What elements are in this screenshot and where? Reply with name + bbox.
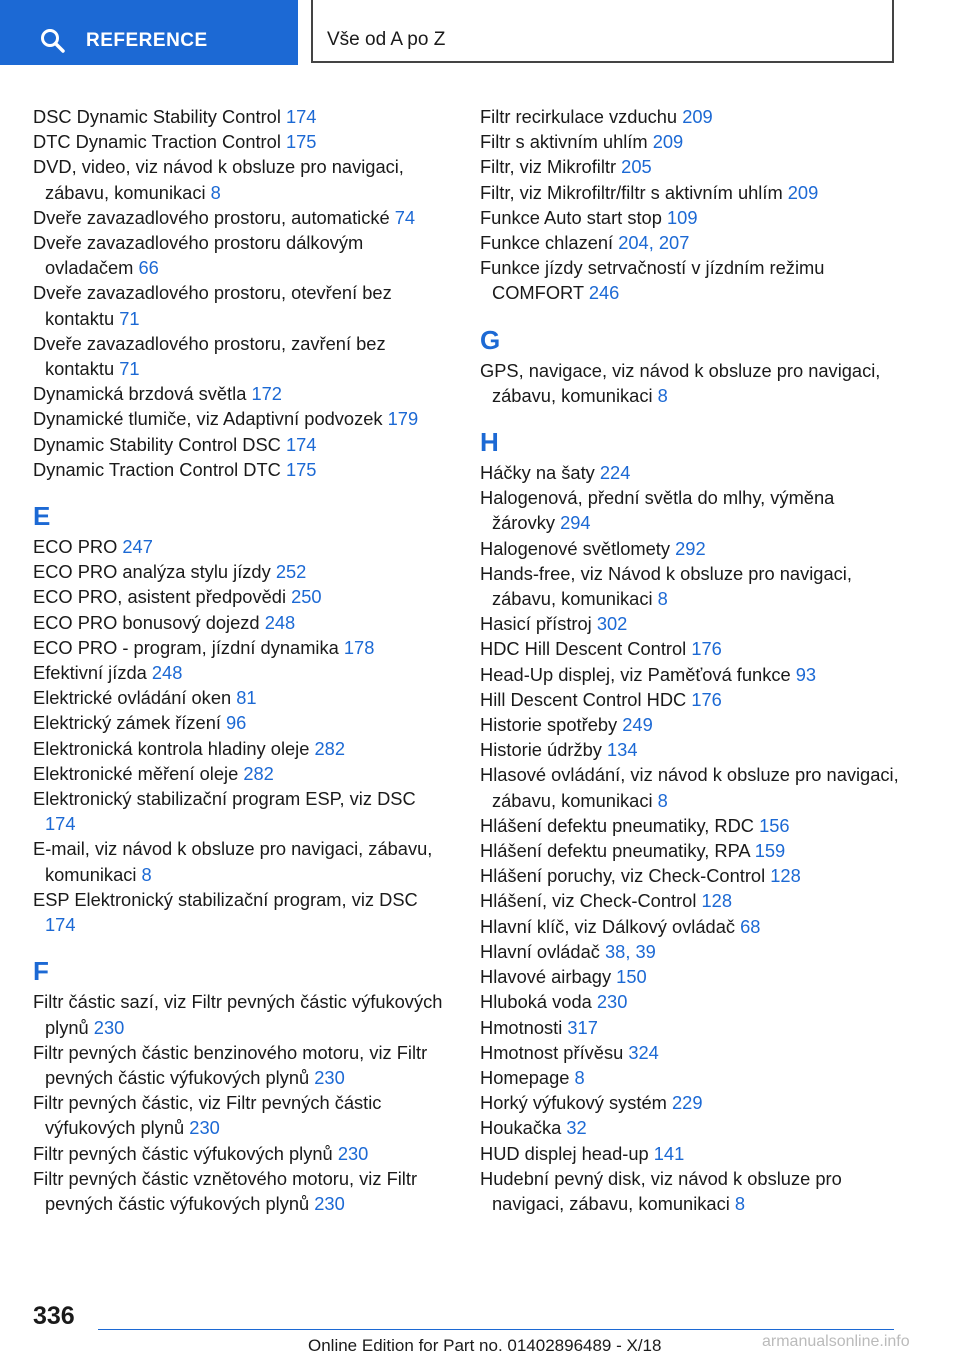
index-entry-term: Filtr, viz Mikrofiltr/filtr s aktivním uhlím <box>480 181 788 203</box>
index-entry <box>33 129 451 154</box>
index-entry-page-link[interactable]: 81 <box>236 687 257 709</box>
index-entry-page-link[interactable]: 175 <box>285 458 317 480</box>
index-entry-term: Horký výfukový systém <box>480 1092 672 1114</box>
index-entry <box>480 1090 900 1115</box>
reference-button[interactable] <box>0 0 298 65</box>
index-entry-page-link[interactable]: 32 <box>566 1117 587 1139</box>
index-entry <box>480 180 900 205</box>
section-title: Vše od A po Z <box>327 29 446 50</box>
index-column-right <box>480 104 900 1216</box>
index-entry <box>480 737 900 762</box>
index-entry-page-link[interactable]: 74 <box>394 206 416 228</box>
index-entry <box>480 129 900 154</box>
index-entry-term: Dveře zavazadlového prostoru, zavření bez kontaktu <box>33 332 386 380</box>
index-letter-heading: E <box>33 501 51 532</box>
index-entry-page-link[interactable]: 159 <box>754 840 786 862</box>
index-entry-term: Elektrické ovládání oken <box>33 687 237 709</box>
index-entry <box>33 660 451 685</box>
index-entry-term: DVD, video, viz návod k obsluze pro navigaci, zábavu, komunikaci <box>33 156 404 203</box>
index-entry-term: ESP Elektronický stabilizační program, viz DSC <box>33 888 418 910</box>
index-entry-term: Head-Up displej, viz Paměťová funkce <box>480 663 796 685</box>
index-entry-term: Filtr pevných částic vznětového motoru, viz Filtr pevných částic výfukových plynů <box>33 1167 418 1214</box>
index-entry-term: Hmotnosti <box>480 1016 568 1038</box>
footer-divider <box>98 1329 894 1330</box>
section-title-box <box>311 0 894 63</box>
index-entry-page-link[interactable]: 175 <box>285 131 317 153</box>
index-entry-page-link[interactable]: 209 <box>682 106 713 127</box>
index-entry-page-link[interactable]: 156 <box>759 814 790 836</box>
index-entry-page-link[interactable]: 8 <box>657 384 668 406</box>
edition-info: Online Edition for Part no. 01402896489 - X/18 <box>308 1336 662 1355</box>
index-entry <box>480 485 900 535</box>
index-entry-term: Hluboká voda <box>480 991 597 1013</box>
index-entry-term: Houkačka <box>480 1117 567 1139</box>
index-entry-page-link[interactable]: 174 <box>285 106 317 127</box>
index-entry <box>33 1141 451 1166</box>
index-entry-page-link[interactable]: 178 <box>343 636 375 658</box>
index-entry-term: Filtr pevných částic, viz Filtr pevných částic výfukových plynů <box>33 1092 382 1139</box>
index-entry-term: Historie spotřeby <box>480 714 623 736</box>
index-entry-term: HUD displej head-up <box>480 1142 654 1164</box>
index-entry <box>33 710 451 735</box>
index-entry-page-link[interactable]: 230 <box>337 1142 369 1164</box>
index-entry <box>33 887 451 937</box>
index-entry-term: Filtr částic sazí, viz Filtr pevných částic výfukových plynů <box>33 991 443 1038</box>
index-entry-page-link[interactable]: 282 <box>243 762 274 784</box>
index-entry-page-link[interactable]: 128 <box>770 865 801 887</box>
index-entry-page-link[interactable]: 93 <box>795 663 817 685</box>
index-entry-page-link[interactable]: 248 <box>151 662 183 684</box>
index-entry-page-link[interactable]: 8 <box>141 863 152 885</box>
index-entry <box>33 280 451 330</box>
index-entry-page-link[interactable]: 229 <box>672 1092 703 1114</box>
index-entry-page-link[interactable]: 230 <box>314 1192 345 1214</box>
index-entry-term: DSC Dynamic Stability Control <box>33 106 286 127</box>
index-entry <box>480 838 900 863</box>
index-entry <box>480 813 900 838</box>
index-entry-page-link[interactable]: 230 <box>93 1016 125 1038</box>
index-entry <box>33 989 451 1039</box>
index-entry-term: Hlášení, viz Check-Control <box>480 890 702 912</box>
index-entry-term: Filtr, viz Mikrofiltr <box>480 156 622 178</box>
index-entry <box>480 1141 900 1166</box>
index-entry-term: Hlavové airbagy <box>480 966 617 988</box>
index-entry-page-link[interactable]: 247 <box>122 536 153 558</box>
index-entry <box>480 561 900 611</box>
index-entry-page-link[interactable]: 204, 207 <box>618 232 690 254</box>
index-entry-page-link[interactable]: 109 <box>666 206 698 228</box>
index-entry-term: E-mail, viz návod k obsluze pro navigaci, zábavu, komunikaci <box>33 838 433 885</box>
index-entry <box>480 939 900 964</box>
index-entry-term: Hlavní klíč, viz Dálkový ovládač <box>480 915 741 937</box>
index-entry-term: Funkce jízdy setrvačností v jízdním režimu COMFORT <box>480 257 825 304</box>
index-entry <box>33 786 451 836</box>
index-entry <box>33 230 451 280</box>
index-entry <box>480 687 900 712</box>
index-entry-page-link[interactable]: 68 <box>740 915 761 937</box>
index-entry <box>480 662 900 687</box>
index-entry-term: Filtr s aktivním uhlím <box>480 131 653 153</box>
index-entry <box>33 736 451 761</box>
index-entry-term: Filtr recirkulace vzduchu <box>480 106 683 127</box>
index-entry-term: Homepage <box>480 1066 575 1088</box>
index-entry-page-link[interactable]: 248 <box>264 611 296 633</box>
index-entry-page-link[interactable]: 8 <box>210 181 221 203</box>
index-entry-page-link[interactable]: 71 <box>119 307 140 329</box>
index-entry-term: Hlášení defektu pneumatiky, RPA <box>480 840 755 862</box>
index-entry <box>480 1015 900 1040</box>
index-entry <box>33 534 451 559</box>
index-entry-page-link[interactable]: 174 <box>45 813 76 835</box>
index-entry <box>480 1115 900 1140</box>
index-column-left <box>33 104 451 1216</box>
index-entry-page-link[interactable]: 128 <box>701 890 732 912</box>
index-entry-term: Hands-free, viz Návod k obsluze pro navigaci, zábavu, komunikaci <box>480 562 852 610</box>
index-entry-term: Halogenová, přední světla do mlhy, výměna žárovky <box>480 487 835 534</box>
index-entry <box>480 255 900 305</box>
index-entry-term: Funkce chlazení <box>480 232 619 254</box>
index-entry-term: Hudební pevný disk, viz návod k obsluze pro navigaci, zábavu, komunikaci <box>480 1167 842 1214</box>
index-entry <box>33 205 451 230</box>
index-entry <box>480 154 900 179</box>
index-entry-term: Hlášení poruchy, viz Check-Control <box>480 865 771 887</box>
index-entry-page-link[interactable]: 150 <box>616 966 647 988</box>
index-entry <box>480 536 900 561</box>
index-entry-term: Dveře zavazadlového prostoru, otevření bez kontaktu <box>33 282 392 329</box>
index-entry <box>33 457 451 482</box>
index-entry <box>480 611 900 636</box>
index-entry-term: Dveře zavazadlového prostoru dálkovým ovladačem <box>33 232 364 279</box>
index-entry-term: Dynamic Traction Control DTC <box>33 458 286 480</box>
index-entry-page-link[interactable]: 66 <box>138 257 159 279</box>
index-entry <box>33 685 451 710</box>
index-entry-term: Elektronická kontrola hladiny oleje <box>33 737 315 759</box>
index-entry-term: Háčky na šaty <box>480 462 600 484</box>
page-number: 336 <box>33 1302 75 1330</box>
index-letter-heading: H <box>480 427 499 458</box>
index-entry-term: Dynamické tlumiče, viz Adaptivní podvozek <box>33 408 388 430</box>
index-entry <box>33 584 451 609</box>
index-entry-page-link[interactable]: 252 <box>275 561 307 583</box>
index-entry-term: ECO PRO bonusový dojezd <box>33 611 265 633</box>
index-entry <box>480 914 900 939</box>
index-entry-term: ECO PRO - program, jízdní dynamika <box>33 636 344 658</box>
index-entry <box>33 761 451 786</box>
index-entry-page-link[interactable]: 324 <box>628 1041 659 1063</box>
index-entry-term: GPS, navigace, viz návod k obsluze pro navigaci, zábavu, komunikaci <box>480 359 881 406</box>
index-letter-heading: F <box>33 956 49 987</box>
index-entry-page-link[interactable]: 71 <box>119 358 140 380</box>
index-entry-page-link[interactable]: 179 <box>387 408 419 430</box>
index-entry <box>33 559 451 584</box>
index-entry <box>480 205 900 230</box>
index-entry-page-link[interactable]: 174 <box>45 914 76 936</box>
index-entry-term: Dynamická brzdová světla <box>33 383 252 405</box>
index-entry-page-link[interactable]: 249 <box>622 714 653 736</box>
index-entry-page-link[interactable]: 8 <box>657 789 668 811</box>
index-entry-page-link[interactable]: 224 <box>599 462 631 484</box>
index-entry <box>33 1040 451 1090</box>
index-entry-term: ECO PRO <box>33 536 123 558</box>
index-entry-term: Elektronické měření oleje <box>33 762 244 784</box>
index-entry <box>33 1090 451 1140</box>
index-entry <box>480 1040 900 1065</box>
index-entry <box>33 154 451 204</box>
index-entry-term: Halogenové světlomety <box>480 537 676 559</box>
index-entry-term: HDC Hill Descent Control <box>480 638 692 660</box>
index-entry-term: Efektivní jízda <box>33 662 152 684</box>
index-entry-page-link[interactable]: 250 <box>291 586 322 608</box>
index-entry <box>480 989 900 1014</box>
index-entry-term: Hasicí přístroj <box>480 613 597 635</box>
index-entry <box>480 104 900 129</box>
index-entry-page-link[interactable]: 230 <box>189 1117 220 1139</box>
index-entry <box>33 610 451 635</box>
index-entry <box>33 432 451 457</box>
index-entry <box>480 358 900 408</box>
index-entry <box>480 636 900 661</box>
index-entry <box>480 1166 900 1216</box>
index-entry-page-link[interactable]: 292 <box>675 537 706 559</box>
index-entry <box>480 230 900 255</box>
index-entry-page-link[interactable]: 294 <box>560 512 591 534</box>
index-entry-page-link[interactable]: 230 <box>596 991 628 1013</box>
index-entry-term: Hill Descent Control HDC <box>480 688 692 710</box>
index-entry-term: Hlášení defektu pneumatiky, RDC <box>480 814 760 836</box>
index-entry-term: Elektronický stabilizační program ESP, viz DSC <box>33 788 416 810</box>
index-entry <box>480 888 900 913</box>
index-entry-page-link[interactable]: 246 <box>588 282 620 304</box>
index-entry <box>33 406 451 431</box>
index-entry-term: Filtr pevných částic výfukových plynů <box>33 1142 338 1164</box>
index-entry <box>480 1065 900 1090</box>
reference-label: REFERENCE <box>86 30 208 51</box>
index-entry <box>33 104 451 129</box>
index-entry-term: Dveře zavazadlového prostoru, automatické <box>33 206 395 228</box>
site-watermark: armanualsonline.info <box>762 1333 910 1350</box>
index-entry <box>33 331 451 381</box>
index-entry-term: Hlavní ovládač <box>480 940 605 962</box>
index-entry-page-link[interactable]: 8 <box>574 1066 585 1088</box>
index-entry-page-link[interactable]: 282 <box>314 737 346 759</box>
index-entry <box>480 712 900 737</box>
index-entry-page-link[interactable]: 302 <box>596 613 628 635</box>
index-entry-term: DTC Dynamic Traction Control <box>33 131 286 153</box>
index-entry <box>33 635 451 660</box>
index-entry-term: ECO PRO, asistent předpovědi <box>33 586 292 608</box>
index-entry-term: Hmotnost přívěsu <box>480 1041 629 1063</box>
index-entry-term: Funkce Auto start stop <box>480 206 667 228</box>
index-entry <box>480 762 900 812</box>
index-entry-page-link[interactable]: 96 <box>226 712 247 734</box>
index-entry-term: Elektrický zámek řízení <box>33 712 227 734</box>
index-entry <box>480 964 900 989</box>
index-entry-page-link[interactable]: 209 <box>652 131 684 153</box>
index-entry <box>480 863 900 888</box>
index-entry-page-link[interactable]: 176 <box>691 638 722 660</box>
index-entry-page-link[interactable]: 172 <box>251 383 282 405</box>
index-letter-heading: G <box>480 324 501 355</box>
index-entry <box>33 1166 451 1216</box>
index-entry-page-link[interactable]: 205 <box>621 156 652 178</box>
index-entry-page-link[interactable]: 176 <box>691 688 722 710</box>
index-entry-page-link[interactable]: 134 <box>607 739 638 761</box>
index-entry <box>33 836 451 886</box>
index-entry-page-link[interactable]: 230 <box>314 1066 345 1088</box>
index-entry-term: Dynamic Stability Control DSC <box>33 433 286 455</box>
index-entry-page-link[interactable]: 317 <box>567 1016 598 1038</box>
index-entry-page-link[interactable]: 8 <box>657 588 668 610</box>
index-entry-page-link[interactable]: 38, 39 <box>605 940 656 962</box>
index-entry-term: ECO PRO analýza stylu jízdy <box>33 561 276 583</box>
index-entry-term: Filtr pevných částic benzinového motoru, viz Filtr pevných částic výfukových plynů <box>33 1041 428 1088</box>
index-entry-page-link[interactable]: 8 <box>734 1192 746 1214</box>
index-entry-page-link[interactable]: 209 <box>787 181 819 203</box>
search-icon <box>40 28 66 54</box>
index-entry-page-link[interactable]: 141 <box>653 1142 685 1164</box>
index-entry-page-link[interactable]: 174 <box>285 433 317 455</box>
index-entry <box>480 460 900 485</box>
index-entry-term: Hlasové ovládání, viz návod k obsluze pro navigaci, zábavu, komunikaci <box>480 764 899 811</box>
index-entry <box>33 381 451 406</box>
page-header <box>0 0 960 66</box>
index-entry-term: Historie údržby <box>480 739 607 761</box>
